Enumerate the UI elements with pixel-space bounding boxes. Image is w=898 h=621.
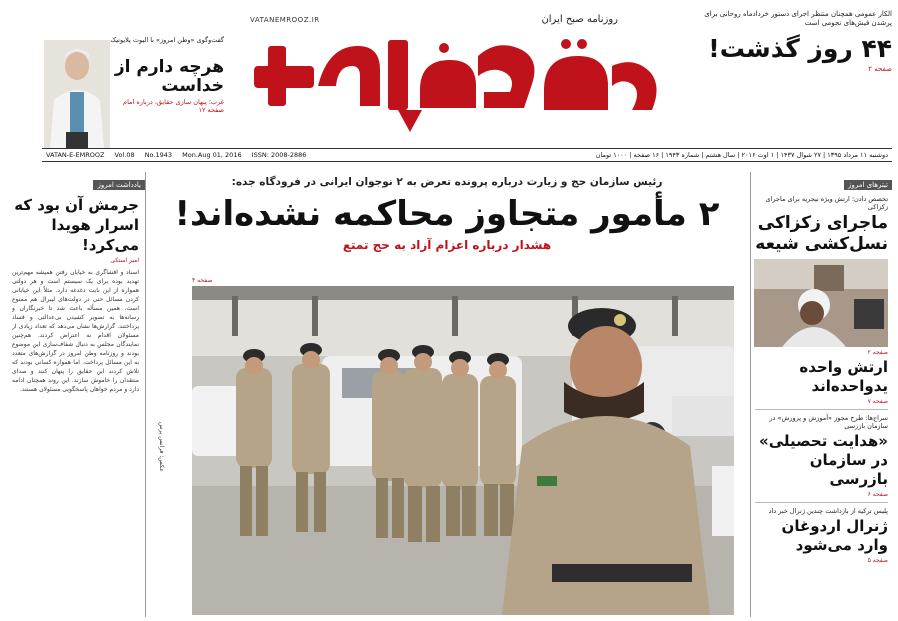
section-tag-editorial: یادداشت امروز bbox=[93, 180, 145, 190]
story4-lead: پلیس ترکیه از بازداشت چندین ژنرال خبر داد bbox=[768, 507, 888, 515]
story4-headline[interactable]: ژنرال اردوغان وارد می‌شود bbox=[781, 517, 888, 554]
right-teaser-page-ref: صفحه ۲ bbox=[868, 65, 892, 73]
story1-headline[interactable]: ماجرای زکزاکی نسل‌کشی شیعه bbox=[755, 213, 888, 254]
story1-page-ref: صفحه ۲ bbox=[867, 349, 888, 356]
issue-info-latin bbox=[46, 149, 314, 161]
info-date: Mon.Aug 01, 2016 bbox=[182, 151, 242, 159]
main-headline[interactable]: ۲ مأمور متجاوز محاکمه نشده‌اند! bbox=[174, 194, 720, 234]
story3-lead: سراج‌ها: طرح مجوز «آموزش و پرورش» در سازمان بازرسی bbox=[769, 414, 888, 430]
main-kicker: رئیس سازمان حج و زیارت درباره پرونده تعرض به ۲ نوجوان ایرانی در فرودگاه جده: bbox=[231, 176, 663, 188]
right-teaser-text: الکار عمومی همچنان منتظر اجرای دستور خردادماه روحانی برای پرشدن فیش‌های نجومی است bbox=[704, 10, 892, 27]
editorial-headline[interactable]: جرمش آن بود که اسرار هویدا می‌کرد! bbox=[14, 196, 139, 254]
section-tag-headlines: تیترهای امروز bbox=[844, 180, 892, 190]
divider bbox=[755, 502, 888, 503]
main-page-ref: صفحه ۴ bbox=[192, 277, 213, 284]
logo-website: VATANEMROOZ.IR bbox=[250, 16, 320, 24]
masthead bbox=[6, 4, 892, 146]
story3-headline[interactable]: «هدایت تحصیلی» در سازمان بازرسی bbox=[759, 432, 888, 488]
story1-lead: تخصص دادن؛ ارتش ویژه نیجریه برای ماجرای زکزاکی bbox=[765, 195, 888, 211]
masthead-left-teaser[interactable] bbox=[6, 10, 231, 140]
left-teaser-headline: هرچه دارم از خداست bbox=[114, 57, 224, 96]
newspaper-front-page bbox=[6, 4, 892, 617]
right-column-headlines bbox=[750, 172, 892, 617]
logo-wordmark-icon bbox=[248, 26, 668, 136]
left-column-editorial bbox=[6, 172, 146, 617]
story4-page-ref: صفحه ۵ bbox=[867, 557, 888, 564]
info-title: VATAN-E-EMROOZ bbox=[46, 151, 105, 159]
logo-subtitle: روزنامه صبح ایران bbox=[541, 14, 618, 25]
issue-info-bar bbox=[42, 148, 892, 162]
issue-info-persian: دوشنبه ۱۱ مرداد ۱۳۹۵ | ۲۷ شوال ۱۴۳۷ | ۱ اوت ۲۰۱۶ | سال هشتم | شماره ۱۹۴۳ | ۱۶ صفحه | ۱۰۰۰ تومان bbox=[595, 151, 888, 159]
photo-credit: عکس: فرانس پرس bbox=[158, 422, 165, 472]
left-teaser-sub: غرب؛ پنهان سازی حقایق، درباره امام صفحه ۱۲ bbox=[123, 98, 224, 114]
editorial-body: اسناد و افشاگری به خیابان رفتن همیشه مهم‌ترین تهدید بوده برای یک سیستم است و هر دولتی همواره از این بابت دغدغه دارد. مثلاً این خیابانی کردن مسائل حتی در دولت‌های لیبرال هم ممنوع است. همین مسأله باعث شد تا خبرنگاران و رسانه‌ها به تصویر کشیدن بی‌عدالتی و فساد پرداختند. گزارش‌ها نشان می‌دهد که تعداد زیادی از مسئولان اقدام به اعتراض کردند. هم‌چنین نمایندگان مجلس به دنبال شفاف‌سازی این موضوع بودند و روزنامه وطن امروز در گزارش‌های متعدد به این مسائل پرداخت. اما همواره کسانی بودند که تلاش کردند این حقایق را پنهان کنند و صدای منتقدان را خاموش سازند. این روند همچنان ادامه دارد و مردم خواهان پاسخگویی مسئولان هستند. bbox=[12, 269, 139, 393]
main-subhead[interactable]: هشدار درباره اعزام آزاد به حج تمتع bbox=[342, 238, 552, 252]
story3-page-ref: صفحه ۶ bbox=[867, 491, 888, 498]
left-teaser-text: گفت‌وگوی «وطن امروز» با الیوت پلایونیک bbox=[110, 36, 224, 44]
divider bbox=[755, 409, 888, 410]
portrait-photo bbox=[44, 40, 110, 148]
story2-page-ref: صفحه ۷ bbox=[867, 398, 888, 405]
editorial-author: امیر استکی bbox=[110, 257, 139, 264]
story1-photo bbox=[754, 259, 888, 347]
right-teaser-headline: ۴۴ روز گذشت! bbox=[708, 34, 892, 63]
info-issn: ISSN: 2008-2886 bbox=[251, 151, 307, 159]
main-photo bbox=[192, 286, 734, 615]
info-number: No.1943 bbox=[144, 151, 173, 159]
newspaper-logo[interactable] bbox=[232, 10, 684, 142]
masthead-right-teaser[interactable] bbox=[682, 10, 892, 140]
main-story bbox=[152, 172, 742, 617]
info-volume: Vol.08 bbox=[114, 151, 135, 159]
story2-headline[interactable]: ارتش واحده یدواحده‌اند bbox=[799, 358, 888, 395]
